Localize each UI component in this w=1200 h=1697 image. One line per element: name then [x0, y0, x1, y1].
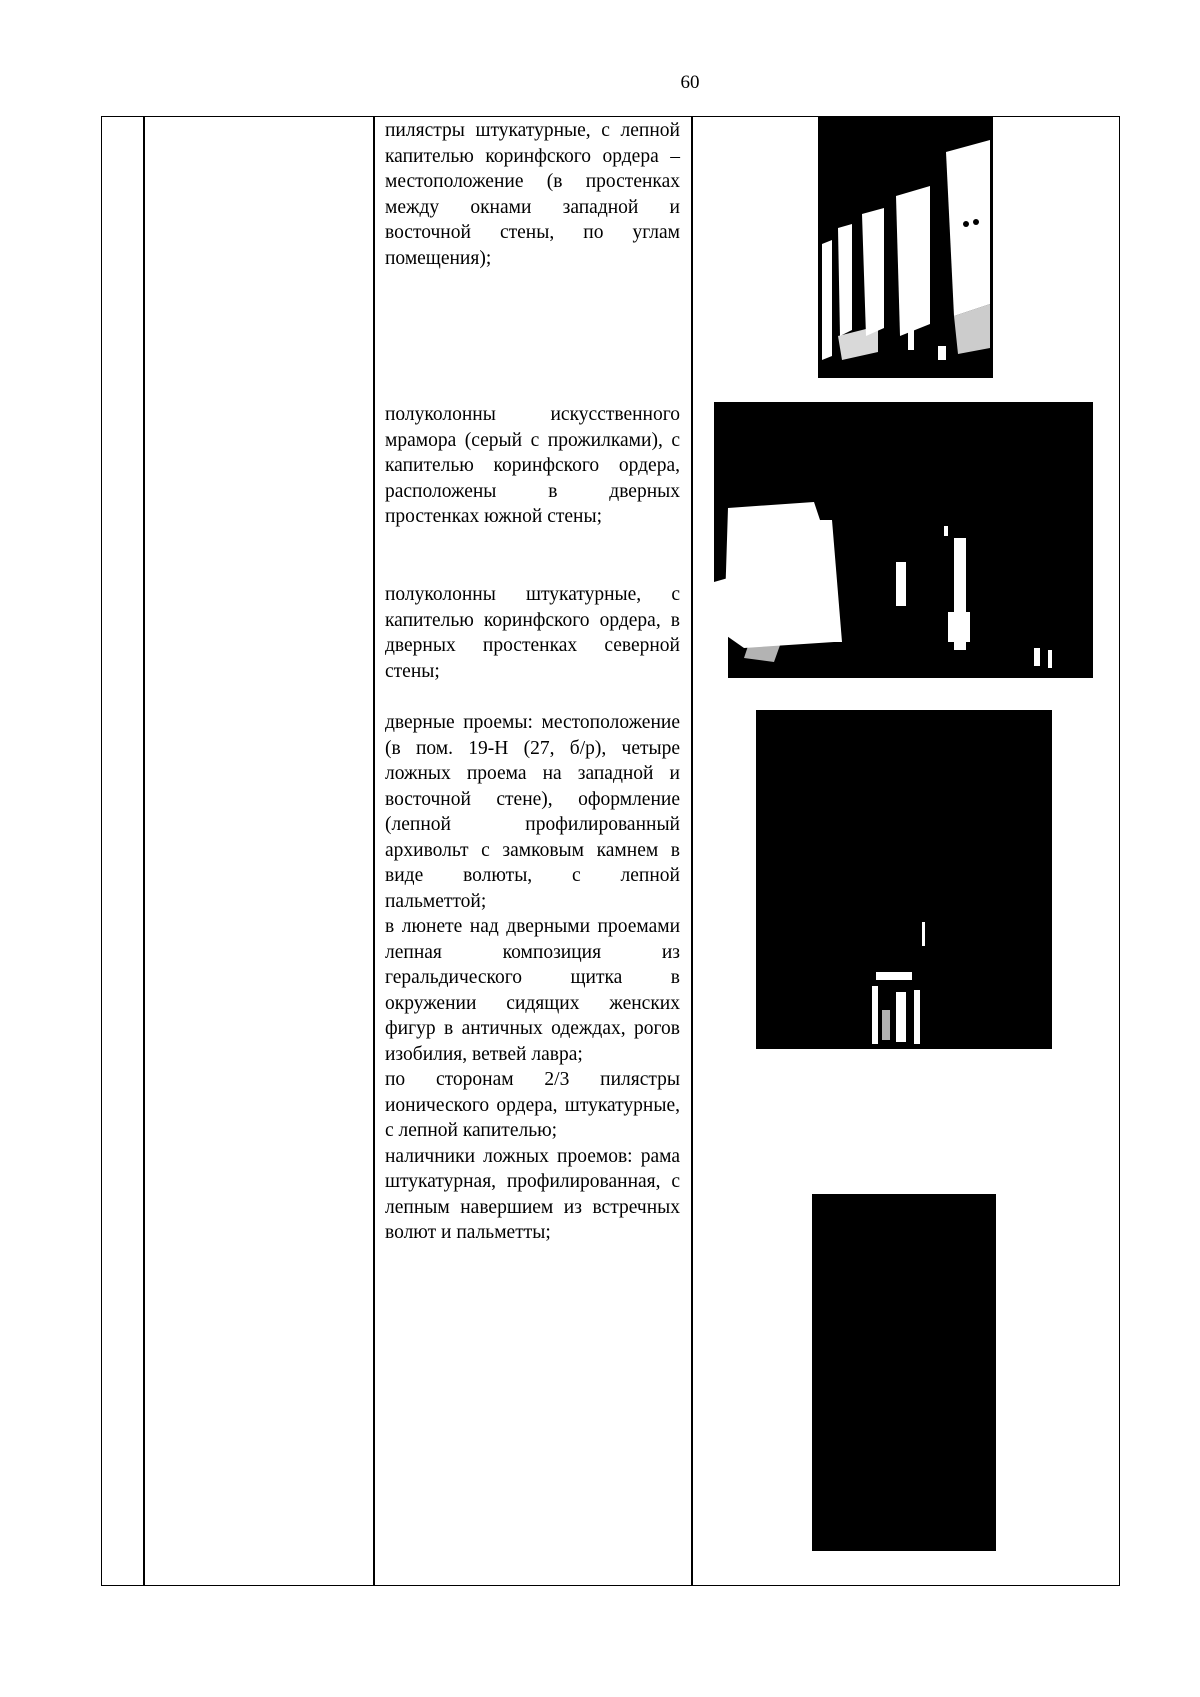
- photo-false-openings: [812, 1194, 996, 1551]
- description-paragraph: дверные проемы: местоположение (в пом. 19-Н (27, б/р), четыре ложных проема на западной и восточной стене), оформление (лепной профилированный архивольт с замковым камнем в виде волюты, с лепной пальметтой;: [385, 712, 680, 912]
- description-text: полуколонны искусственного мрамора (серый с прожилками), с капителью коринфского ордера, расположены в дверных простенках южной стены;: [385, 404, 680, 527]
- column-divider-1: [143, 116, 145, 1586]
- column-divider-3: [691, 116, 693, 1586]
- description-marble-half-columns: [385, 402, 680, 530]
- page-number: 60: [680, 72, 700, 93]
- description-stucco-half-columns: [385, 582, 680, 684]
- photo-half-columns: [714, 402, 1093, 678]
- description-text: полуколонны штукатурные, с капителью коринфского ордера, в дверных простенках северной стены;: [385, 584, 680, 682]
- description-text: пилястры штукатурные, с лепной капителью коринфского ордера – местоположение (в простенках между окнами западной и восточной стены, по углам помещения);: [385, 120, 680, 269]
- photo-door-opening: [756, 710, 1052, 1049]
- column-divider-2: [373, 116, 375, 1586]
- description-door-openings: [385, 710, 680, 1246]
- photo-pilasters: [818, 116, 993, 378]
- description-paragraph: в люнете над дверными проемами лепная композиция из геральдического щитка в окружении сидящих женских фигур в античных одеждах, рогов изобилия, ветвей лавра;: [385, 916, 680, 1065]
- description-pilasters: [385, 118, 680, 271]
- description-paragraph: по сторонам 2/3 пилястры ионического ордера, штукатурные, с лепной капителью;: [385, 1069, 680, 1141]
- description-paragraph: наличники ложных проемов: рама штукатурная, профилированная, с лепным навершием из встречных волют и пальметты;: [385, 1145, 680, 1243]
